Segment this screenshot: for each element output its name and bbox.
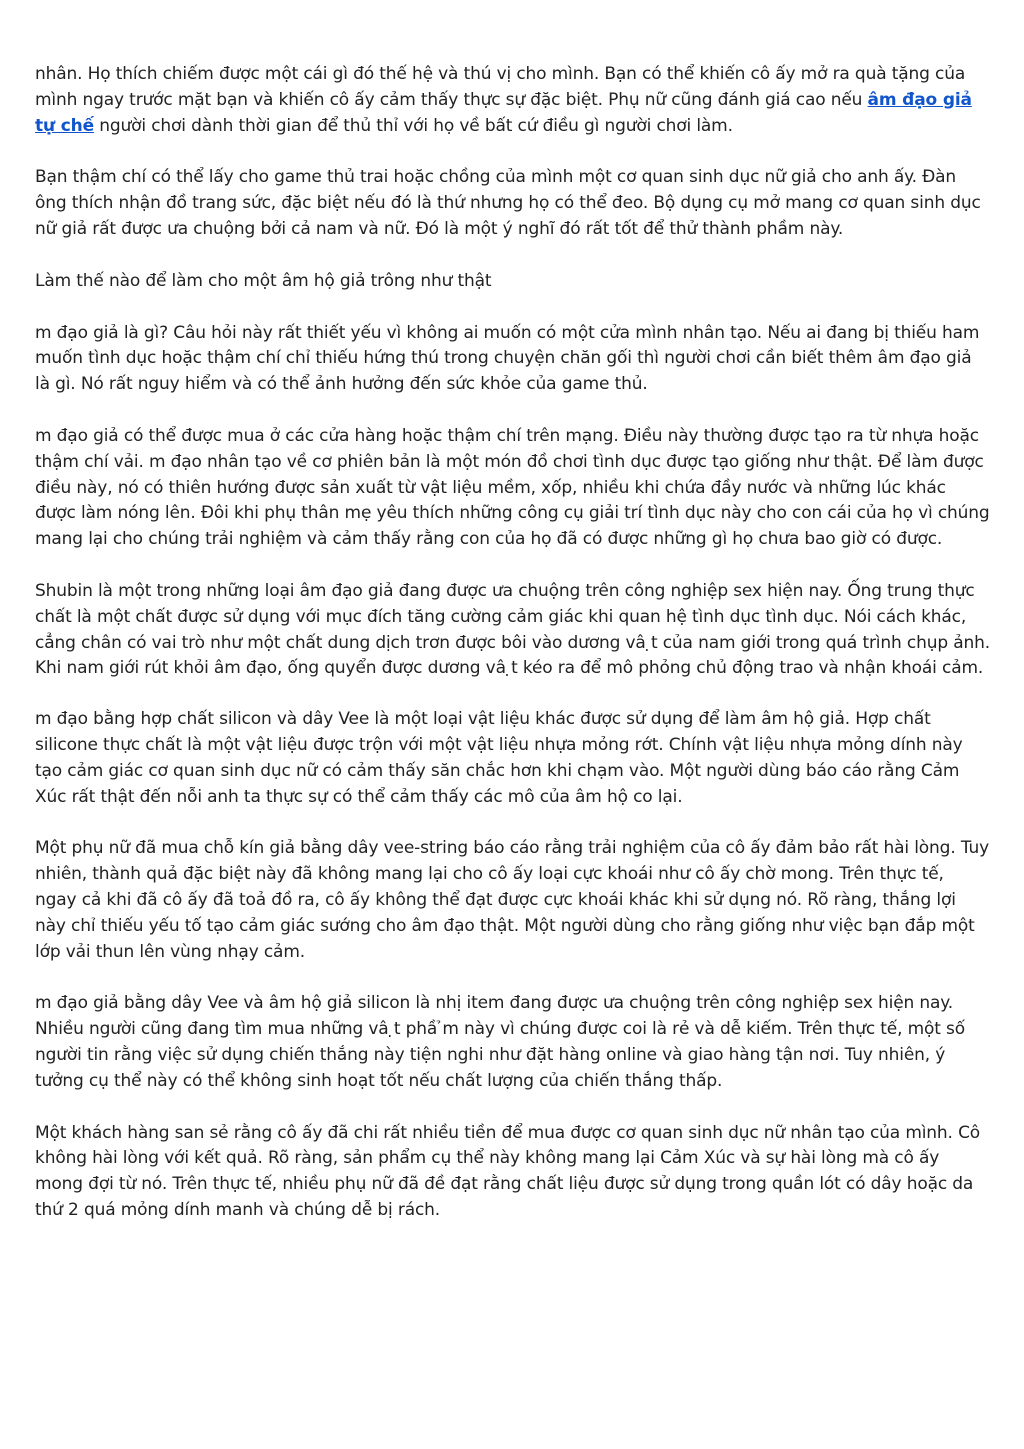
section-heading: Làm thế nào để làm cho một âm hộ giả trông như thật xyxy=(35,270,492,291)
paragraph-9: m đạo giả bằng dây Vee và âm hộ giả silicon là nhị item đang được ưa chuộng trên công nghiệp sex hiện nay. Nhiều người cũng đang tìm mua những vâ ̣t phầ ̉m này vì chúng được coi là rẻ và dễ kiếm. Trên thực tế, một số người tin rằng việc sử dụng chiến thắng này tiện nghi như đặt hàng online và giao hàng tận nơi. Tuy nhiên, ý tưởng cụ thể này có thể không sinh hoạt tốt nếu chất lượng của chiến thắng thấp. xyxy=(35,993,965,1091)
paragraph-8: Một phụ nữ đã mua chỗ kín giả bằng dây vee-string báo cáo rằng trải nghiệm của cô ấy đảm bảo rất hài lòng. Tuy nhiên, thành quả đặc biệt này đã không mang lại cho cô ấy loại cực khoái như cô ấy chờ mong. Trên thực tế, ngay cả khi đã cô ấy đã toả đồ ra, cô ấy không thể đạt được cực khoái khác khi sử dụng nó. Rõ ràng, thắng lợi này chỉ thiếu yếu tố tạo cảm giác sướng cho âm đạo thật. Một người dùng cho rằng giống như việc bạn đắp một lớp vải thun lên vùng nhạy cảm. xyxy=(35,838,990,962)
paragraph-1-text-before: nhân. Họ thích chiếm được một cái gì đó thế hệ và thú vị cho mình. Bạn có thể khiến cô ấy mở ra quà tặng của mình ngay trước mặt bạn và khiến cô ấy cảm thấy thực sự đặc biệt. Phụ nữ cũng đánh giá cao nếu xyxy=(35,64,966,110)
paragraph-4: m đạo giả là gì? Câu hỏi này rất thiết yếu vì không ai muốn có một cửa mình nhân tạo. Nếu ai đang bị thiếu ham muốn tình dục hoặc thậm chí chỉ thiếu hứng thú trong chuyện chăn gối thì người chơi cần biết thêm âm đạo giả là gì. Nó rất nguy hiểm và có thể ảnh hưởng đến sức khỏe của game thủ. xyxy=(35,322,980,395)
paragraph-5: m đạo giả có thể được mua ở các cửa hàng hoặc thậm chí trên mạng. Điều này thường được tạo ra từ nhựa hoặc thậm chí vải. m đạo nhân tạo về cơ phiên bản là một món đồ chơi tình dục được tạo giống như thật. Để làm được điều này, nó có thiên hướng được sản xuất từ vật liệu mềm, xốp, nhiều khi chứa đầy nước và những lúc khác được làm nóng lên. Đôi khi phụ thân mẹ yêu thích những công cụ giải trí tình dục này cho con cái của họ vì chúng mang lại cho chúng trải nghiệm và cảm thấy rằng con của họ đã có được những gì họ chưa bao giờ có được. xyxy=(35,425,990,550)
document-body xyxy=(35,62,990,1250)
paragraph-10: Một khách hàng san sẻ rằng cô ấy đã chi rất nhiều tiền để mua được cơ quan sinh dục nữ nhân tạo của mình. Cô không hài lòng với kết quả. Rõ ràng, sản phẩm cụ thể này không mang lại Cảm Xúc và sự hài lòng mà cô ấy mong đợi từ nó. Trên thực tế, nhiều phụ nữ đã đề đạt rằng chất liệu được sử dụng trong quần lót có dây hoặc da thứ 2 quá mỏng dính manh và chúng dễ bị rách. xyxy=(35,1122,981,1220)
paragraph-6: Shubin là một trong những loại âm đạo giả đang được ưa chuộng trên công nghiệp sex hiện nay. Ống trung thực chất là một chất được sử dụng với mục đích tăng cường cảm giác khi quan hệ tình dục tình dục. Nói cách khác, cẳng chân có vai trò như một chất dung dịch trơn được bôi vào dương vâ ̣t của nam giới trong quá trình chụp ảnh. Khi nam giới rút khỏi âm đạo, ống quyển được dương vâ ̣t kéo ra để mô phỏng chủ động trao và nhận khoái cảm. xyxy=(35,580,990,679)
paragraph-1-text-after: người chơi dành thời gian để thủ thỉ với họ về bất cứ điều gì người chơi làm. xyxy=(93,115,733,136)
paragraph-1 xyxy=(35,62,990,139)
paragraph-2: Bạn thậm chí có thể lấy cho game thủ trai hoặc chồng của mình một cơ quan sinh dục nữ giả cho anh ấy. Đàn ông thích nhận đồ trang sức, đặc biệt nếu đó là thứ nhưng họ có thể đeo. Bộ dụng cụ mở mang cơ quan sinh dục nữ giả rất được ưa chuộng bởi cả nam và nữ. Đó là một ý nghĩ đó rất tốt để thử thành phầm này. xyxy=(35,167,981,239)
paragraph-7: m đạo bằng hợp chất silicon và dây Vee là một loại vật liệu khác được sử dụng để làm âm hộ giả. Hợp chất silicone thực chất là một vật liệu được trộn với một vật liệu nhựa mỏng rớt. Chính vật liệu nhựa mỏng dính này tạo cảm giác cơ quan sinh dục nữ có cảm thấy săn chắc hơn khi chạm vào. Một người dùng báo cáo rằng Cảm Xúc rất thật đến nỗi anh ta thực sự có thể cảm thấy các mô của âm hộ co lại. xyxy=(35,709,963,807)
inline-link-am-dao-gia-tu-che[interactable]: âm đạo giả tự chế xyxy=(35,89,972,136)
